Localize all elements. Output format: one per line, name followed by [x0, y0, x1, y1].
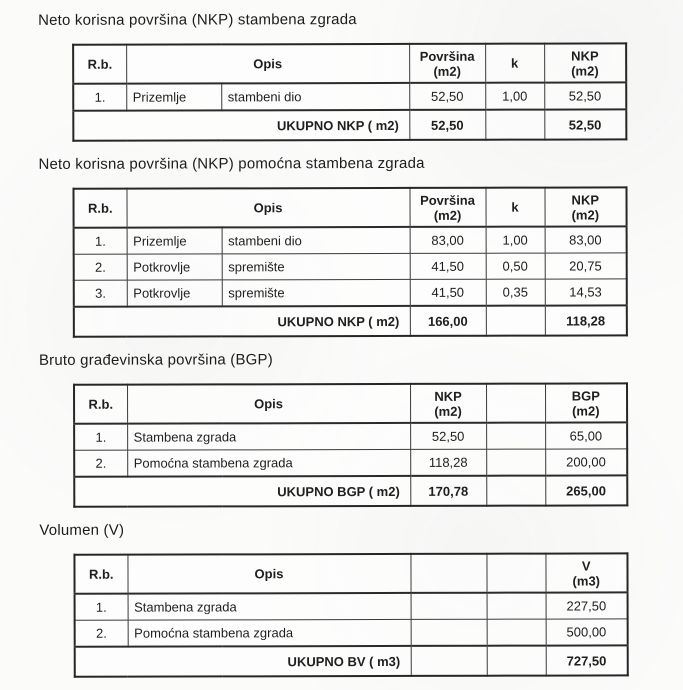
- nkp-cell: 52,50: [410, 423, 486, 450]
- volumen-cell: 500,00: [546, 619, 628, 646]
- table-row: [74, 279, 627, 307]
- total-k: [486, 306, 545, 336]
- total-povrsina: 166,00: [410, 306, 486, 336]
- opis-level-cell: Potkrovlje: [127, 280, 222, 307]
- povrsina-cell: 41,50: [410, 253, 486, 279]
- total-povrsina: 52,50: [409, 110, 485, 140]
- header-rb: R.b.: [74, 385, 127, 424]
- k-cell: 1,00: [485, 83, 544, 110]
- header-line: NKP: [434, 388, 462, 404]
- opis-level-cell: Prizemlje: [127, 227, 222, 254]
- total-nkp: 170,78: [410, 476, 486, 506]
- header-nkp: [544, 187, 626, 226]
- opis-detail-cell: stambeni dio: [222, 227, 410, 254]
- povrsina-cell: 83,00: [410, 227, 486, 254]
- nkp-cell: 118,28: [410, 449, 486, 476]
- nkp-stambena-table: [72, 42, 627, 141]
- header-line: V: [581, 557, 591, 573]
- section-nkp-stambena-zgrada: [38, 10, 683, 142]
- header-opis: Opis: [127, 554, 410, 594]
- bgp-cell: 200,00: [545, 449, 627, 476]
- k-cell: 0,35: [486, 279, 545, 306]
- header-k: k: [485, 188, 544, 227]
- header-rb: R.b.: [73, 45, 126, 84]
- rb-cell: 1.: [75, 594, 128, 621]
- total-label: UKUPNO NKP ( m2): [73, 110, 409, 141]
- table-row: [74, 422, 627, 450]
- table-row: [74, 226, 627, 254]
- nkp-pomocna-table: [72, 186, 627, 337]
- header-unit: (m2): [434, 403, 462, 419]
- header-opis: Opis: [127, 384, 410, 424]
- empty-cell: [411, 619, 487, 646]
- k-cell: 1,00: [486, 227, 545, 254]
- rb-cell: 1.: [74, 228, 127, 255]
- total-label: UKUPNO BV ( m3): [75, 646, 411, 677]
- table-row: [75, 619, 628, 647]
- header-k: k: [485, 44, 544, 83]
- total-row: [74, 305, 627, 336]
- section-bgp: [39, 350, 683, 508]
- header-nkp: [410, 384, 486, 423]
- header-empty: [410, 554, 486, 593]
- header-unit: (m2): [571, 62, 599, 79]
- nkp-cell: 14,53: [545, 279, 627, 306]
- empty-cell: [486, 449, 545, 476]
- header-line: Površina: [419, 48, 475, 64]
- total-empty: [486, 476, 545, 506]
- header-line: NKP: [571, 47, 599, 64]
- povrsina-cell: 41,50: [410, 279, 486, 306]
- opis-cell: Pomoćna stambena zgrada: [127, 449, 410, 476]
- total-nkp: 118,28: [545, 305, 627, 335]
- header-rb: R.b.: [74, 555, 127, 594]
- rb-cell: 2.: [74, 450, 127, 477]
- header-opis: Opis: [126, 188, 409, 228]
- header-line: BGP: [571, 387, 600, 404]
- empty-cell: [486, 423, 545, 450]
- povrsina-cell: 52,50: [409, 83, 485, 110]
- header-unit: (m2): [433, 63, 461, 79]
- opis-detail-cell: spremište: [222, 253, 410, 279]
- header-row: [74, 383, 627, 423]
- header-unit: (m3): [572, 572, 601, 589]
- empty-cell: [487, 619, 546, 646]
- section-title: Volumen (V): [39, 521, 125, 539]
- opis-detail-cell: spremište: [222, 279, 410, 306]
- section-volumen: [39, 520, 683, 678]
- opis-cell: Stambena zgrada: [127, 423, 410, 450]
- header-line: NKP: [571, 191, 600, 208]
- header-row: [73, 187, 626, 227]
- total-bgp: 265,00: [545, 475, 627, 505]
- empty-cell: [487, 593, 546, 620]
- rb-cell: 1.: [74, 424, 127, 451]
- table-row: [74, 253, 627, 280]
- rb-cell: 3.: [74, 280, 127, 307]
- header-nkp: [544, 43, 626, 82]
- opis-level-cell: Potkrovlje: [127, 254, 222, 280]
- nkp-cell: 83,00: [545, 226, 627, 253]
- section-title: Neto korisna površina (NKP) stambena zgrada: [38, 11, 357, 29]
- rb-cell: 2.: [75, 620, 128, 647]
- section-nkp-pomocna-zgrada: [38, 154, 683, 338]
- header-empty: [486, 554, 545, 593]
- section-title: Neto korisna površina (NKP) pomoćna stambena zgrada: [38, 154, 425, 173]
- bgp-table: [73, 382, 628, 507]
- header-rb: R.b.: [73, 189, 126, 228]
- header-unit: (m2): [572, 402, 600, 419]
- total-row: [74, 475, 627, 506]
- opis-cell: Stambena zgrada: [128, 593, 411, 620]
- empty-cell: [411, 593, 487, 620]
- nkp-cell: 20,75: [545, 253, 627, 279]
- header-row: [74, 553, 627, 593]
- total-empty: [487, 646, 546, 676]
- total-nkp: 52,50: [544, 109, 626, 139]
- header-povrsina: [409, 188, 485, 227]
- section-title: Bruto građevinska površina (BGP): [38, 351, 273, 369]
- opis-detail-cell: stambeni dio: [221, 83, 409, 110]
- opis-level-cell: Prizemlje: [126, 83, 221, 110]
- header-unit: (m2): [433, 207, 462, 223]
- header-row: [73, 43, 626, 83]
- total-row: [73, 109, 626, 140]
- total-volumen: 727,50: [546, 645, 628, 675]
- total-empty: [411, 646, 487, 676]
- volumen-table: [73, 552, 628, 677]
- header-volumen: [545, 553, 627, 592]
- header-bgp: [545, 383, 627, 422]
- rb-cell: 1.: [73, 84, 126, 111]
- table-row: [73, 82, 626, 110]
- header-empty: [486, 384, 545, 423]
- total-row: [75, 645, 628, 676]
- volumen-cell: 227,50: [546, 592, 628, 619]
- bgp-cell: 65,00: [545, 422, 627, 449]
- nkp-cell: 52,50: [544, 82, 626, 109]
- k-cell: 0,50: [486, 253, 545, 279]
- total-k: [485, 110, 544, 140]
- table-row: [75, 592, 628, 620]
- opis-cell: Pomoćna stambena zgrada: [128, 619, 411, 646]
- header-line: Površina: [420, 192, 475, 208]
- header-povrsina: [409, 44, 485, 83]
- header-unit: (m2): [571, 206, 600, 223]
- rb-cell: 2.: [74, 254, 127, 280]
- table-row: [74, 449, 627, 477]
- total-label: UKUPNO BGP ( m2): [74, 476, 410, 507]
- header-opis: Opis: [126, 44, 409, 84]
- total-label: UKUPNO NKP ( m2): [74, 306, 410, 337]
